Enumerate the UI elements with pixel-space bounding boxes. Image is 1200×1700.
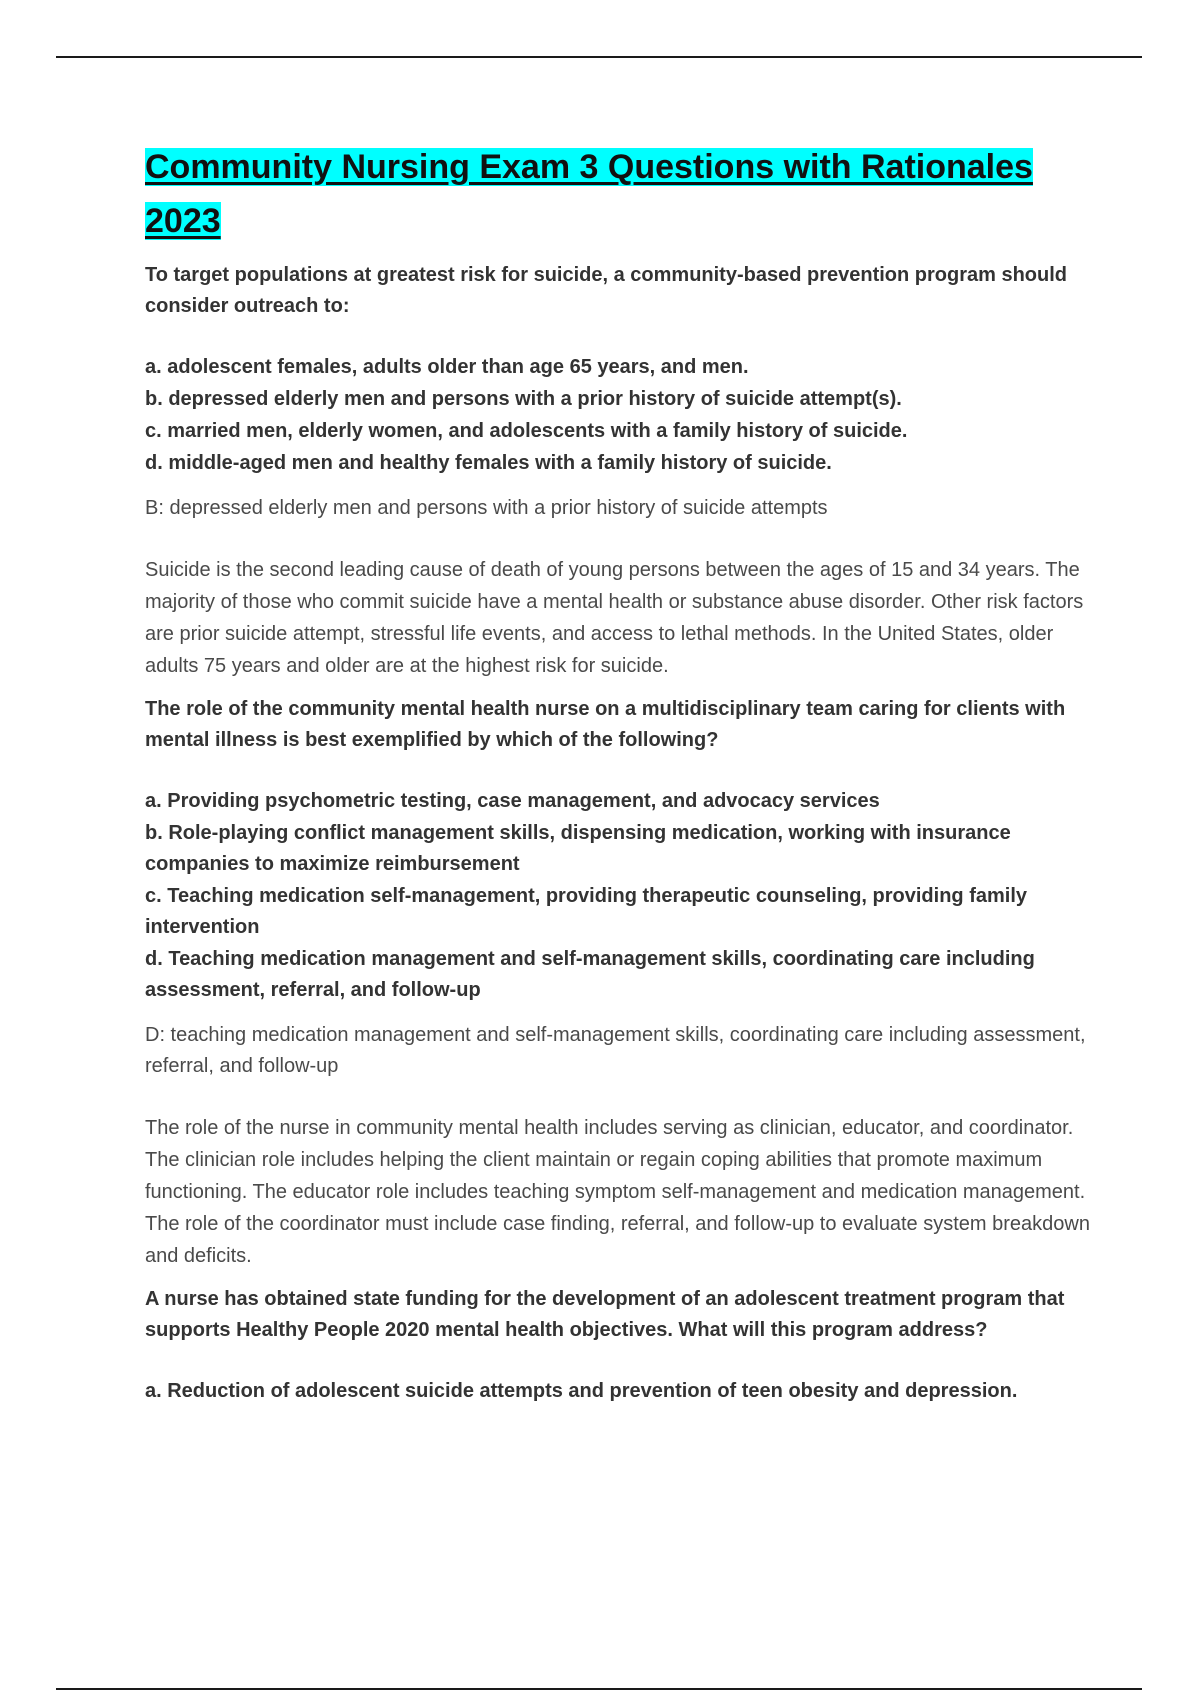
option-a: a. Reduction of adolescent suicide attempts and prevention of teen obesity and depression. — [145, 1380, 1018, 1402]
top-rule — [56, 56, 1142, 58]
bottom-rule — [56, 1688, 1142, 1690]
correct-answer: B: depressed elderly men and persons with a prior history of suicide attempts — [145, 497, 828, 519]
correct-answer: D: teaching medication management and self-management skills, coordinating care including assessment, referral, and follow-up — [145, 1024, 1086, 1077]
question-prompt: To target populations at greatest risk for suicide, a community-based prevention program should consider outreach to: — [145, 264, 1068, 317]
option-b: b. Role-playing conflict management skills, dispensing medication, working with insurance companies to maximize reimbursement — [145, 822, 1011, 875]
option-c: c. Teaching medication self-management, providing therapeutic counseling, providing family intervention — [145, 885, 1028, 938]
option-d: d. middle-aged men and healthy females with a family history of suicide. — [145, 452, 832, 474]
question-block-3 — [145, 1284, 1090, 1407]
option-c: c. married men, elderly women, and adolescents with a family history of suicide. — [145, 420, 908, 442]
document-title: Community Nursing Exam 3 Questions with Rationales 2023 — [145, 148, 1033, 240]
option-a: a. Providing psychometric testing, case management, and advocacy services — [145, 790, 880, 812]
option-d: d. Teaching medication management and self-management skills, coordinating care including assessment, referral, and follow-up — [145, 948, 1035, 1001]
question-prompt: A nurse has obtained state funding for the development of an adolescent treatment program that supports Healthy People 2020 mental health objectives. What will this program address? — [145, 1288, 1065, 1341]
answer-options — [145, 352, 1090, 479]
answer-options — [145, 1376, 1090, 1407]
document-body — [145, 140, 1090, 1421]
answer-options — [145, 786, 1090, 1006]
rationale-text: The role of the nurse in community mental health includes serving as clinician, educator, and coordinator. The clinician role includes helping the client maintain or regain coping abilities that promote maximum functioning. The educator role includes teaching symptom self-management and medication management. The role of the coordinator must include case finding, referral, and follow-up to evaluate system breakdown and deficits. — [145, 1117, 1090, 1267]
question-block-1 — [145, 260, 1090, 682]
question-prompt: The role of the community mental health nurse on a multidisciplinary team caring for clients with mental illness is best exemplified by which of the following? — [145, 698, 1066, 751]
question-block-2 — [145, 694, 1090, 1272]
rationale-text: Suicide is the second leading cause of death of young persons between the ages of 15 and 34 years. The majority of those who commit suicide have a mental health or substance abuse disorder. Other risk factors are prior suicide attempt, stressful life events, and access to lethal methods. In the United States, older adults 75 years and older are at the highest risk for suicide. — [145, 559, 1084, 677]
option-a: a. adolescent females, adults older than age 65 years, and men. — [145, 356, 749, 378]
option-b: b. depressed elderly men and persons with a prior history of suicide attempt(s). — [145, 388, 902, 410]
